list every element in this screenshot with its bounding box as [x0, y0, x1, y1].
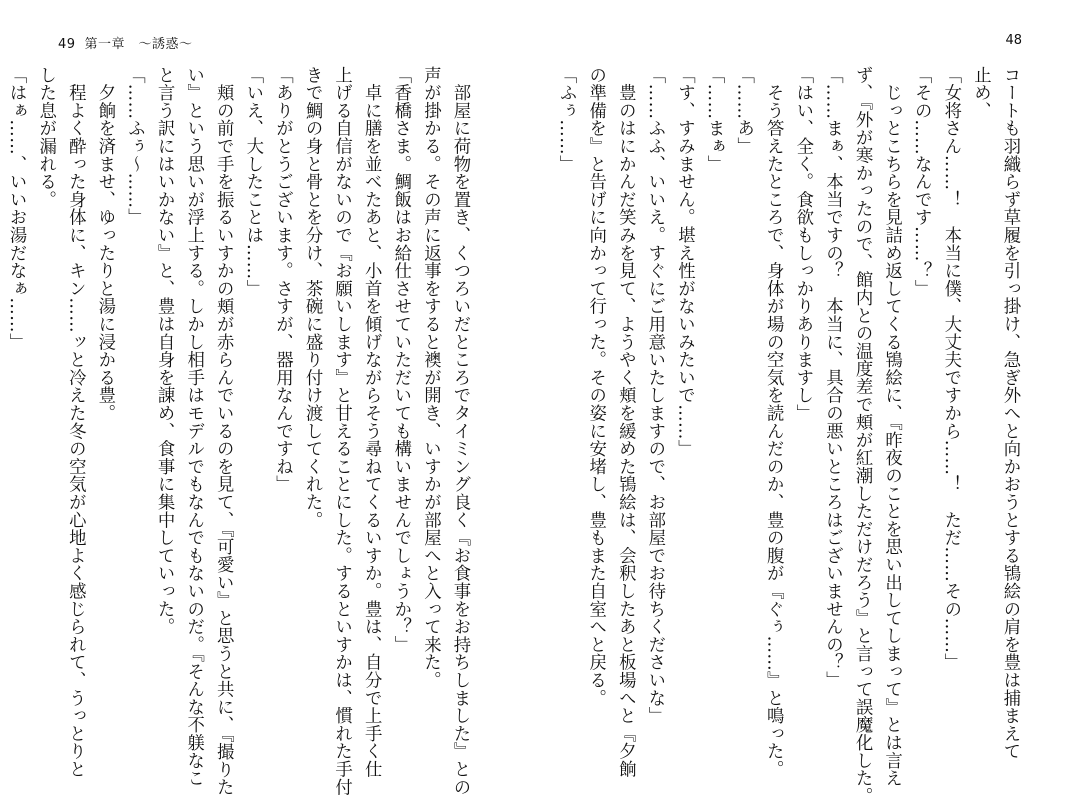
text-line: 部屋に荷物を置き、くつろいだところでタイミング良く『お食事をお持ちしました』との — [450, 66, 470, 796]
text-line: 「……まぁ、本当ですの？ 本当に、具合の悪いところはございませんの？」 — [822, 66, 843, 689]
left-page-body — [4, 66, 474, 797]
text-line: した息が漏れる。 — [35, 66, 56, 209]
text-line: じっとこちらを見詰め返してくる鴇絵に、『昨夜のことを思い出してしまって』とは言え — [881, 66, 902, 788]
text-line: 「……ふぅ〜……」 — [124, 66, 145, 227]
text-line: ず、『外が寒かったので、館内との温度差で頬が紅潮しただけだろう』と言って誤魔化した。 — [852, 66, 873, 805]
text-line: 「その……なんです……？」 — [911, 66, 932, 298]
text-line: 「す、すみません。堪え性がないみたいで……」 — [674, 66, 695, 458]
text-line: 「女将さん……！ 本当に僕、大丈夫ですから……！ ただ……その……」 — [940, 66, 961, 672]
text-line: 程よく酔った身体に、キン……ッと冷えた冬の空気が心地よく感じられて、うっとりと — [65, 66, 86, 778]
left-page — [0, 0, 540, 797]
text-line: 夕餉を済ませ、ゆったりと湯に浸かる豊。 — [94, 66, 115, 422]
right-page — [540, 0, 1080, 805]
text-line: コートも羽織らず草履を引っ掛け、急ぎ外へと向かおうとする鴇絵の肩を豊は捕まえて — [1000, 66, 1020, 761]
text-line: 頬の前で手を振るいすかの頬が赤らんでいるのを見て、『可愛い』と思うと共に、『撮りた — [213, 66, 234, 797]
text-line: 止め、 — [970, 66, 991, 120]
text-line: 「……あ」 — [733, 66, 754, 155]
text-line: 上げる自信がないので『お願いします』と甘えることにした。するといすかは、慣れた手付 — [331, 66, 352, 796]
text-line: い』という思いが浮上する。しかし相手はモデルでもなんでもないのだ。『そんな不躾なこ — [183, 66, 204, 788]
text-line: そう答えたところで、身体が場の空気を読んだのか、豊の腹が『ぐぅ……』と鳴った。 — [763, 66, 784, 778]
running-header — [58, 33, 193, 52]
text-line: 「はぁ……、いいお湯だなぁ……」 — [6, 66, 27, 351]
text-line: 声が掛かる。その声に返事をすると襖が開き、いすかが部屋へと入って来た。 — [420, 66, 441, 689]
text-line: 「ありがとうございます。さすが、器用なんですね」 — [272, 66, 293, 494]
text-line: 豊のはにかんだ笑みを見て、ようやく頬を緩めた鴇絵は、会釈したあと板場へと『夕餉 — [615, 66, 636, 778]
page-number-left: 49 — [58, 37, 76, 52]
text-line: の準備を』と告げに向かって行った。その姿に安堵し、豊もまた自室へと戻る。 — [585, 66, 606, 707]
text-line: 「はい、全く。食欲もしっかりありますし」 — [792, 66, 813, 422]
text-line: 「ふぅ……」 — [556, 66, 577, 173]
chapter-title: 第一章 〜誘惑〜 — [84, 37, 193, 52]
text-line: 「香橋さま。鯛飯はお給仕させていただいても構いませんでしょうか？」 — [390, 66, 411, 654]
text-line: 卓に膳を並べたあと、小首を傾げながらそう尋ねてくるいすか。豊は、自分で上手く仕 — [361, 66, 382, 778]
text-line: と言う訳にはいかない』と、豊は自身を諌め、食事に集中していった。 — [154, 66, 175, 636]
text-line: きで鯛の身と骨とを分け、茶碗に盛り付け渡してくれた。 — [302, 66, 323, 529]
page-number-right: 48 — [1005, 33, 1022, 48]
text-line: 「……まぁ」 — [704, 66, 725, 173]
text-line: 「……ふふ、いいえ。すぐにご用意いたしますので、お部屋でお待ちくださいな」 — [644, 66, 665, 725]
right-page-body — [554, 66, 1024, 805]
text-line: 「いえ、大したことは……」 — [242, 66, 263, 298]
